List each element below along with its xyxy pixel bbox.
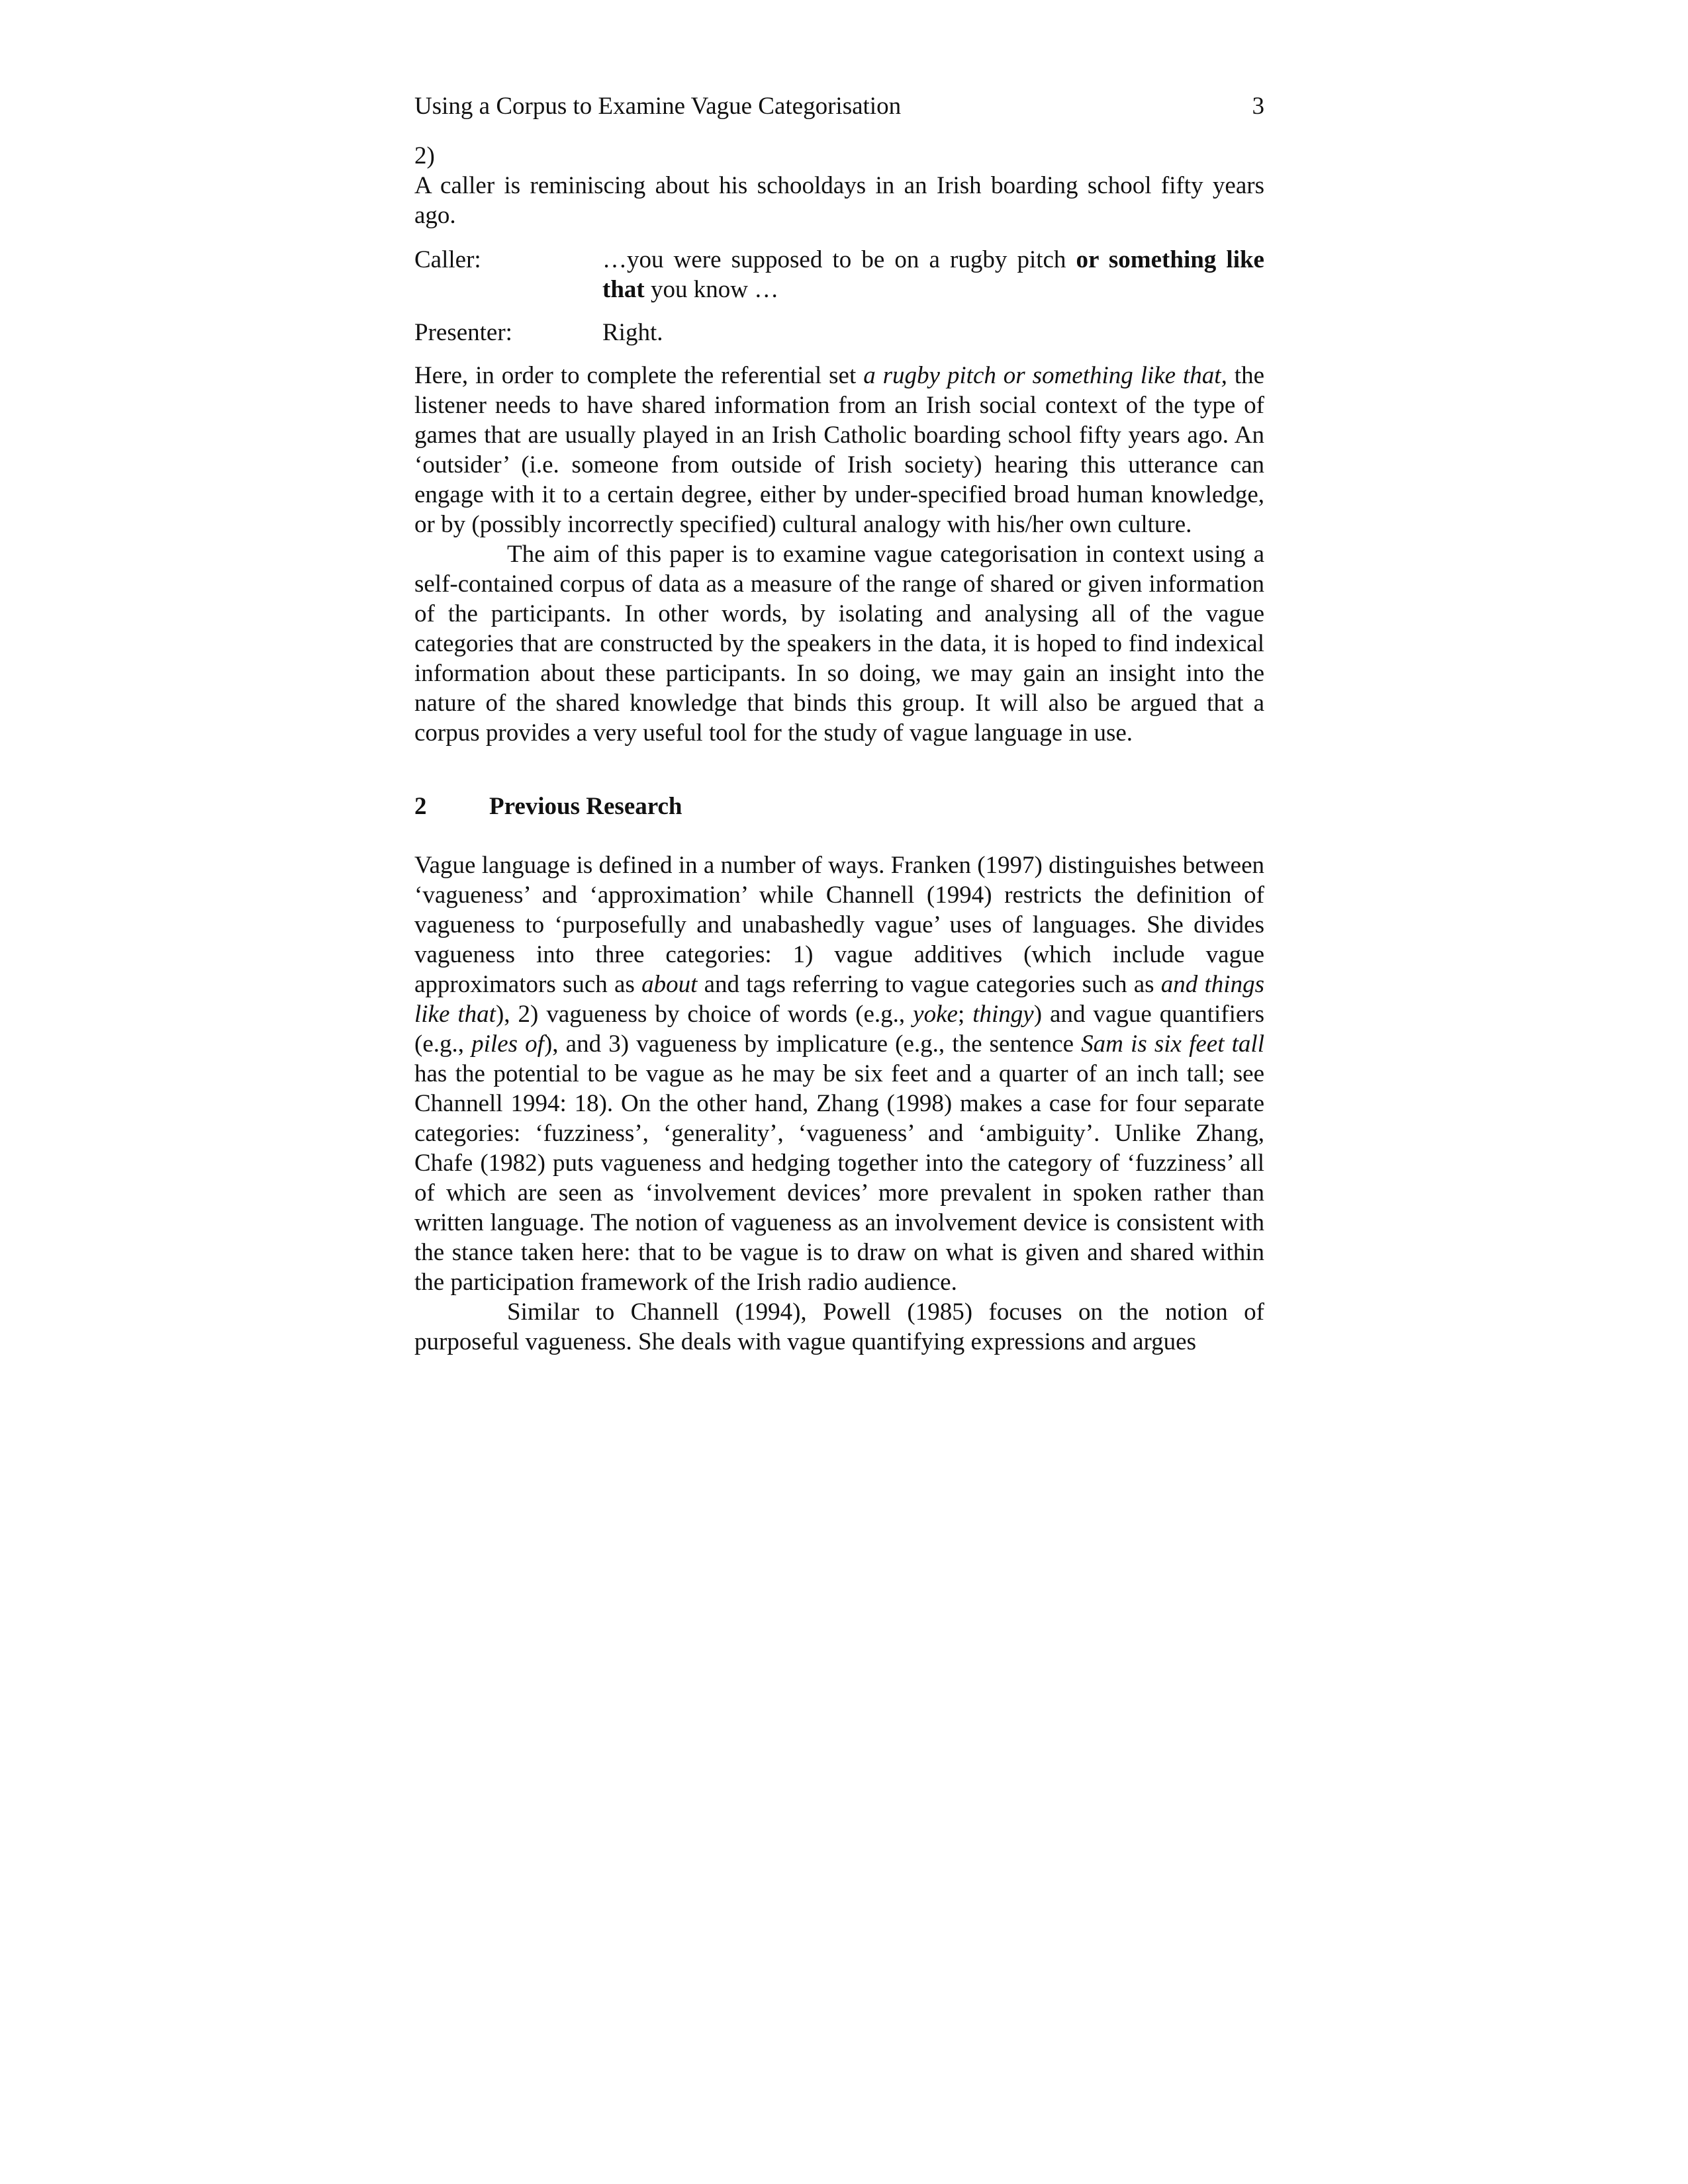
running-head (414, 91, 1264, 121)
section-heading (414, 792, 1264, 821)
page-number: 3 (1252, 93, 1264, 120)
example-intro: A caller is reminiscing about his schooldays in an Irish boarding school fifty years ago. (414, 172, 1264, 229)
paragraph-2: The aim of this paper is to examine vague categorisation in context using a self-contained corpus of data as a measure of the range of shared or given information of the participants. In other words, by isolating and analysing all of the vague categories that are constructed by the speakers in the data, it is hoped to find indexical information about these participants. In so doing, we may gain an insight into the nature of the shared knowledge that binds this group. It will also be argued that a corpus provides a very useful tool for the study of vague language in use. (414, 541, 1264, 747)
paragraph-1: Here, in order to complete the referential set a rugby pitch or something like that, the listener needs to have shared information from an Irish social context of the type of games that are usually played in an Irish Catholic boarding school fifty years ago. An ‘outsider’ (i.e. someone from outside of Irish society) hearing this utterance can engage with it to a certain degree, either by under-specified broad human knowledge, or by (possibly incorrectly specified) cultural analogy with his/her own culture. (414, 362, 1264, 538)
dialogue-turn-presenter (414, 318, 1264, 347)
paragraph-4: Similar to Channell (1994), Powell (1985) focuses on the notion of purposeful vagueness. She deals with vague quantifying expressions and argues (414, 1298, 1264, 1355)
vague-category-expression: or something like that (602, 246, 1264, 303)
running-head-title: Using a Corpus to Examine Vague Categorisation (414, 93, 902, 120)
example-number: 2) (414, 142, 435, 169)
section-number: 2 (414, 793, 427, 820)
section-title: Previous Research (489, 793, 682, 820)
speaker-label: Caller: (414, 246, 481, 273)
page-body (414, 91, 1264, 1357)
speaker-label: Presenter: (414, 319, 512, 346)
dialogue-turn-caller (414, 245, 1264, 304)
utterance: …you were supposed to be on a rugby pitch or something like that you know … (602, 246, 1264, 303)
utterance: Right. (602, 319, 663, 346)
paragraph-3: Vague language is defined in a number of ways. Franken (1997) distinguishes between ‘vagueness’ and ‘approximation’ while Channell (1994) restricts the definition of vagueness to ‘purposefully and unabashedly vague’ uses of languages. She divides vagueness into three categories: 1) vague additives (which include vague approximators such as about and tags referring to vague categories such as and things like that), 2) vagueness by choice of words (e.g., yoke; thingy) and vague quantifiers (e.g., piles of), and 3) vagueness by implicature (e.g., the sentence Sam is six feet tall has the potential to be vague as he may be six feet and a quarter of an inch tall; see Channell 1994: 18). On the other hand, Zhang (1998) makes a case for four separate categories: ‘fuzziness’, ‘generality’, ‘vagueness’ and ‘ambiguity’. Unlike Zhang, Chafe (1982) puts vagueness and hedging together into the category of ‘fuzziness’ all of which are seen as ‘involvement devices’ more prevalent in spoken rather than written language. The notion of vagueness as an involvement device is consistent with the stance taken here: that to be vague is to draw on what is given and shared within the participation framework of the Irish radio audience. (414, 852, 1265, 1296)
dialogue (414, 245, 1264, 347)
